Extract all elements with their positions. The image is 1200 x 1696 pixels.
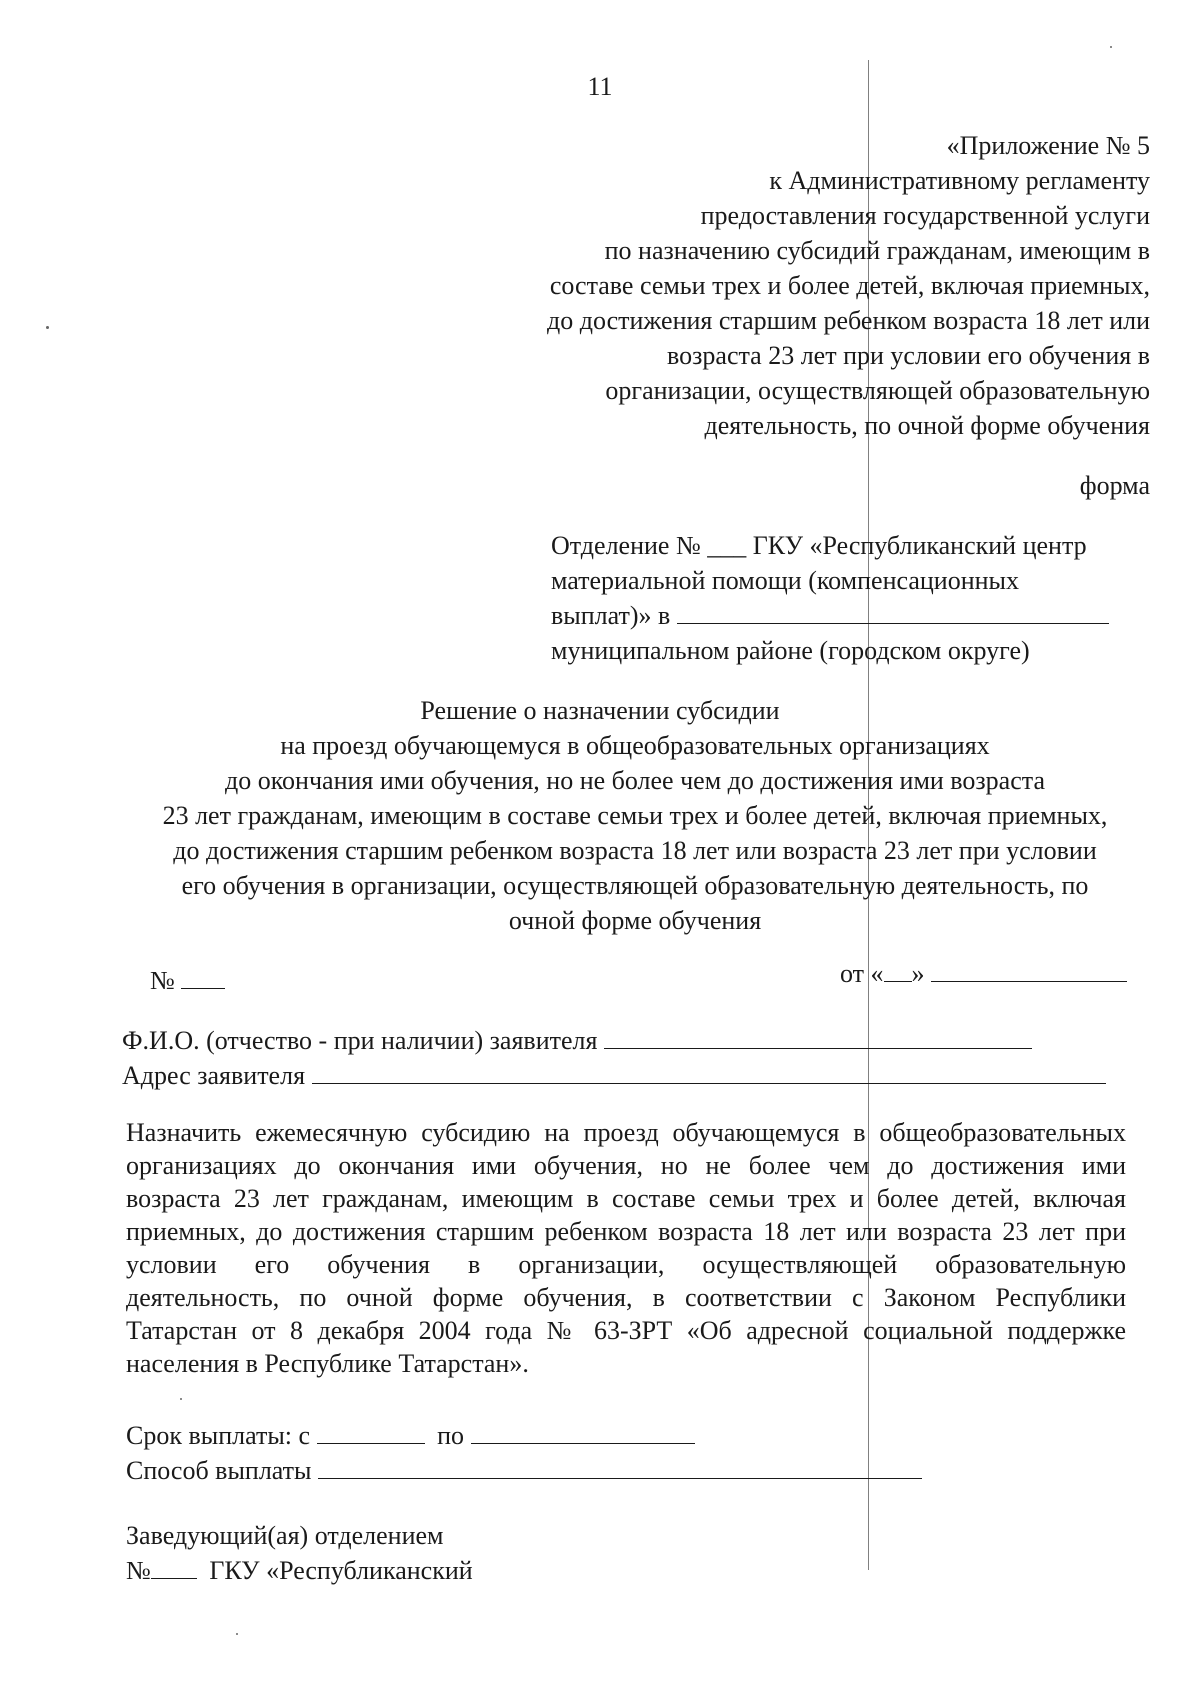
applicant-address-row [122,1060,1106,1092]
month-year-blank[interactable] [931,959,1127,982]
date-prefix: от « [840,959,884,988]
date-mid: » [911,959,925,988]
scan-speck [180,1398,182,1400]
day-blank[interactable] [884,959,912,982]
appendix-line: к Административному регламенту [769,166,1150,195]
head-number-blank[interactable] [151,1556,197,1579]
scan-speck [46,326,49,329]
head-department-line [126,1555,473,1587]
number-blank[interactable] [181,966,225,989]
payment-method-label: Способ выплаты [126,1456,312,1485]
body-line: населения в Республике Татарстан». [126,1349,529,1378]
department-line: материальной помощи (компенсационных [551,566,1020,595]
number-label: № [150,966,175,995]
department-line: муниципальном районе (городском округе) [551,636,1030,665]
body-line: условии его обучения в организации, осуществляющей образовательную [126,1250,1126,1279]
title-line: до окончания ими обучения, но не более чем до достижения ими возраста [225,766,1045,795]
payment-method-row [126,1455,922,1487]
title-line: Решение о назначении субсидии [420,696,780,725]
body-line: приемных, до достижения старшим ребенком возраста 18 лет или возраста 23 лет при [126,1217,1126,1246]
appendix-line: «Приложение № 5 [946,131,1150,160]
title-line: до достижения старшим ребенком возраста 18 лет или возраста 23 лет при условии [173,836,1097,865]
body-line: организациях до окончания ими обучения, но не более чем до достижения ими [126,1151,1126,1180]
scan-speck [1110,46,1112,48]
period-to-field[interactable] [471,1421,695,1444]
appendix-line: предоставления государственной услуги [700,201,1150,230]
payment-method-field[interactable] [318,1456,922,1479]
page-number: 11 [587,72,613,101]
department-line [551,600,1109,632]
title-line: его обучения в организации, осуществляющей образовательную деятельность, по [181,871,1089,900]
applicant-address-field[interactable] [312,1061,1106,1084]
period-from-field[interactable] [317,1421,425,1444]
department-line-prefix: выплат)» в [551,601,671,630]
scan-speck [236,1633,238,1635]
applicant-name-label: Ф.И.О. (отчество - при наличии) заявителя [122,1026,598,1055]
title-line: 23 лет гражданам, имеющим в составе семьи трех и более детей, включая приемных, [162,801,1108,830]
applicant-address-label: Адрес заявителя [122,1061,306,1090]
appendix-line: составе семьи трех и более детей, включая приемных, [549,271,1150,300]
municipality-blank[interactable] [677,601,1109,624]
head-title-line: Заведующий(ая) отделением [126,1521,444,1550]
payment-period-to-label: по [437,1421,464,1450]
body-line: возраста 23 лет гражданам, имеющим в составе семьи трех и более детей, включая [126,1184,1126,1213]
applicant-name-row [122,1025,1032,1057]
head-department-name: ГКУ «Республиканский [209,1556,473,1585]
appendix-line: деятельность, по очной форме обучения [704,411,1150,440]
appendix-line: до достижения старшим ребенком возраста 18 лет или [546,306,1150,335]
body-line: деятельность, по очной форме обучения, в соответствии с Законом Республики [126,1283,1126,1312]
payment-period-row [126,1420,695,1452]
department-line: Отделение № ___ ГКУ «Республиканский центр [551,531,1087,560]
appendix-line: организации, осуществляющей образовательную [605,376,1150,405]
title-line: на проезд обучающемуся в общеобразовательных организациях [280,731,990,760]
body-line: Татарстан от 8 декабря 2004 года № 63-ЗРТ «Об адресной социальной поддержке [126,1316,1126,1345]
appendix-line: по назначению субсидий гражданам, имеющим в [604,236,1150,265]
head-number-label: № [126,1556,151,1585]
decision-date [840,958,1127,990]
decision-body [126,1116,1126,1380]
appendix-line: возраста 23 лет при условии его обучения в [667,341,1150,370]
title-line: очной форме обучения [508,906,762,935]
applicant-name-field[interactable] [604,1026,1032,1049]
form-label: форма [1079,471,1150,500]
payment-period-label: Срок выплаты: с [126,1421,311,1450]
body-line: Назначить ежемесячную субсидию на проезд обучающемуся в общеобразовательных [126,1118,1126,1147]
decision-number [150,965,225,997]
